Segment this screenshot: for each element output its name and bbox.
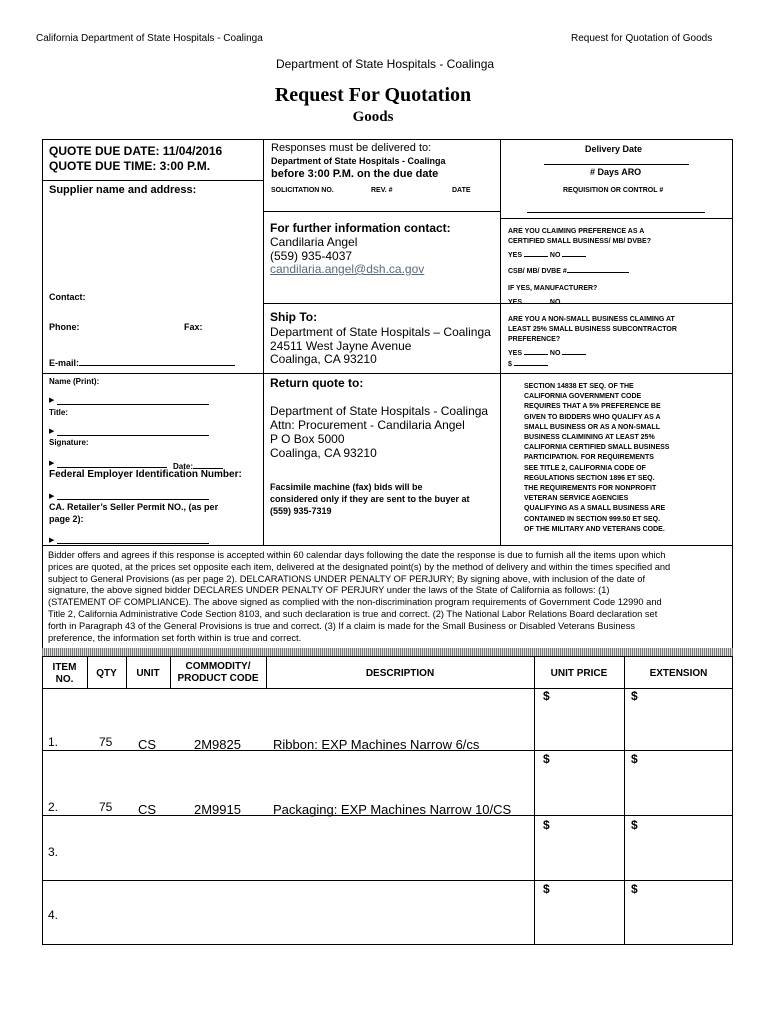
declaration-line: signature, the above signed bidder DECLARES UNDER PENALTY OF PERJURY under the laws of the State of California as follows: (1) (48, 585, 610, 596)
row-unit: CS (138, 737, 157, 752)
col-unit: UNIT (136, 668, 160, 679)
days-aro-label: # Days ARO (590, 167, 642, 177)
row-qty: 75 (99, 800, 113, 814)
date-label: DATE (452, 187, 471, 194)
header-agency: California Department of State Hospitals - Coalinga (36, 33, 263, 44)
title-field[interactable] (57, 435, 209, 436)
col-item-no: ITEM NO. (52, 662, 77, 685)
section-text-line: GIVEN TO BIDDERS WHO QUALIFY AS A (524, 413, 661, 421)
delivery-date-label: Delivery Date (585, 144, 643, 154)
col-unit-price: UNIT PRICE (550, 668, 608, 679)
ship-to-heading: Ship To: (270, 310, 318, 324)
declaration-line: (STATEMENT OF COMPLIANCE). The above signed as complied with the non-discrimination program requirements of Government Code 12990 and (48, 597, 662, 608)
extension-dollar: $ (631, 882, 638, 896)
name-print-label: Name (Print): (49, 377, 100, 386)
row-code: 2M9915 (194, 802, 241, 817)
section-text-line: QUALIFYING AS A SMALL BUSINESS ARE (524, 505, 666, 513)
section-text-line: CALIFORNIA GOVERNMENT CODE (524, 393, 642, 401)
table-separator-band (42, 648, 733, 656)
declaration-line: forth in Paragraph 43 of the General Provisions is true and correct. (3) If a claim is made for the Small Business or Disabled Veterans Business (48, 620, 636, 631)
declaration-line: prices are quoted, at the prices set opposite each item, delivered at the designated point(s) by the method of delivery and within the times specified and (48, 561, 671, 572)
responses-dept: Department of State Hospitals - Coalinga (271, 156, 446, 166)
department-title: Department of State Hospitals - Coalinga (275, 57, 495, 71)
declaration-line: subject to General Provisions (as per page 2). DELCARATIONS UNDER PENALTY OF PERJURY; By signing above, with inclusion of the date of (48, 573, 646, 584)
pref-q3-line2: LEAST 25% SMALL BUSINESS SUBCONTRACTOR (508, 326, 677, 333)
declaration-text (48, 550, 730, 644)
fein-label: Federal Employer Identification Number: (49, 469, 242, 480)
fein-field[interactable] (57, 499, 209, 500)
declaration-line: Title 2, California Administrative Code Section 8103, and such declaration is true and correct. (2) The National Labor Relations Board declaration set (48, 608, 658, 619)
pref-q1-line1: ARE YOU CLAIMING PREFERENCE AS A (508, 228, 645, 235)
unit-price-dollar: $ (543, 752, 550, 766)
pref-q3-line3: PREFERENCE? (508, 336, 561, 343)
fax-note-line2: considered only if they are sent to the buyer at (270, 494, 470, 504)
extension-dollar: $ (631, 818, 638, 832)
signature-label: Signature: (49, 438, 89, 447)
responses-deadline: before 3:00 P.M. on the due date (271, 168, 439, 180)
quote-due-time: QUOTE DUE TIME: 3:00 P.M. (49, 159, 211, 173)
return-line1: Department of State Hospitals - Coalinga (270, 404, 489, 418)
section-text-line: CONTAINED IN SECTION 999.50 ET SEQ. (524, 515, 661, 523)
section-text-line: REQUIRES THAT A 5% PREFERENCE BE (524, 403, 661, 411)
responses-intro: Responses must be delivered to: (271, 142, 432, 154)
return-line4: Coalinga, CA 93210 (270, 446, 377, 460)
section-text-line: SEE TITLE 2, CALIFORNIA CODE OF (524, 464, 646, 472)
form-frame (42, 139, 733, 945)
section-text-line: SECTION 14838 ET SEQ. OF THE (524, 383, 634, 390)
row-item-no: 1. (48, 735, 59, 749)
row-item-no: 2. (48, 800, 59, 814)
row-item-no: 3. (48, 845, 59, 859)
title-label: Title: (49, 408, 68, 417)
fax-note-line1: Facsimile machine (fax) bids will be (270, 482, 423, 492)
section-text-line: VETERAN SERVICE AGENCIES (524, 495, 629, 503)
quote-due-date: QUOTE DUE DATE: 11/04/2016 (49, 144, 223, 158)
fax-note-line3: (559) 935-7319 (270, 506, 332, 516)
extension-dollar: $ (631, 689, 638, 703)
solicitation-no-label: SOLICITATION NO. (271, 187, 334, 194)
col-qty: QTY (96, 668, 117, 679)
name-print-field[interactable] (57, 404, 209, 405)
row-unit: CS (138, 802, 157, 817)
contact-phone: (559) 935-4037 (270, 249, 353, 263)
pref-dollar: $ (508, 357, 548, 368)
signature-date: Date: (173, 460, 223, 471)
supplier-label: Supplier name and address: (49, 184, 197, 196)
signature-field[interactable] (57, 467, 167, 468)
ship-to-line1: Department of State Hospitals – Coalinga (270, 325, 491, 339)
pref-q3-yes-no: YES NO (508, 346, 586, 357)
ship-to-line3: Coalinga, CA 93210 (270, 352, 377, 366)
row-code: 2M9825 (194, 737, 241, 752)
section-text-line: SMALL BUSINESS OR AS A NON-SMALL (524, 423, 660, 431)
col-commodity: COMMODITY/ PRODUCT CODE (177, 661, 259, 684)
pref-manufacturer: IF YES, MANUFACTURER? (508, 285, 598, 292)
row-item-no: 4. (48, 908, 59, 922)
unit-price-dollar: $ (543, 689, 550, 703)
return-line3: P O Box 5000 (270, 432, 345, 446)
header-form-type: Request for Quotation of Goods (571, 33, 713, 44)
section-14838-text (524, 382, 669, 535)
ship-to-line2: 24511 West Jayne Avenue (270, 339, 412, 353)
rev-label: REV. # (371, 187, 393, 194)
permit-label: CA. Retailer’s Seller Permit NO., (as per (49, 502, 219, 512)
title-arrow-icon: ▶ (49, 428, 55, 435)
section-text-line: PARTICIPATION. FOR REQUIREMENTS (524, 454, 654, 462)
contact-name: Candilaria Angel (270, 235, 358, 249)
extension-dollar: $ (631, 752, 638, 766)
contact-heading: For further information contact: (270, 221, 451, 235)
permit-label-cont: page 2): (49, 514, 84, 524)
signature-arrow-icon: ▶ (49, 460, 55, 467)
permit-field[interactable] (57, 543, 209, 544)
row-description: Ribbon: EXP Machines Narrow 6/cs (273, 737, 480, 752)
requisition-label: REQUISITION OR CONTROL # (563, 187, 664, 194)
page-title: Request For Quotation (274, 84, 472, 106)
return-quote-heading: Return quote to: (270, 376, 364, 390)
permit-arrow-icon: ▶ (49, 537, 55, 544)
section-text-line: BUSINESS CLAIMINING AT LEAST 25% (524, 434, 655, 442)
row-qty: 75 (99, 735, 113, 749)
pref-q1-yes-no: YES NO (508, 248, 586, 259)
section-text-line: REGULATIONS SECTION 1896 ET SEQ. (524, 474, 655, 482)
return-line2: Attn: Procurement - Candilaria Angel (270, 418, 465, 432)
pref-q1-line2: CERTIFIED SMALL BUSINESS/ MB/ DVBE? (508, 238, 651, 245)
contact-email-link[interactable]: candilaria.angel@dsh.ca.gov (270, 262, 425, 276)
pref-q2-yes-no: YES NO (508, 295, 586, 306)
name-print-arrow-icon: ▶ (49, 397, 55, 404)
section-text-line: OF THE MILITARY AND VETERANS CODE. (524, 525, 665, 533)
section-text-line: CALIFORNIA CERTIFIED SMALL BUSINESS (524, 444, 670, 452)
section-text-line: THE REQUIREMENTS FOR NONPROFIT (524, 485, 657, 493)
declaration-line: preference, the information set forth within is true and correct. (48, 632, 302, 643)
email-label: E-mail: (49, 357, 235, 368)
unit-price-dollar: $ (543, 882, 550, 896)
fax-label: Fax: (184, 322, 203, 332)
unit-price-dollar: $ (543, 818, 550, 832)
contact-label: Contact: (49, 292, 86, 302)
csb-number: CSB/ MB/ DVBE # (508, 264, 629, 275)
pref-q3-line1: ARE YOU A NON-SMALL BUSINESS CLAIMING AT (508, 316, 675, 323)
row-description: Packaging: EXP Machines Narrow 10/CS (273, 802, 512, 817)
phone-label: Phone: (49, 322, 80, 332)
col-extension: EXTENSION (649, 668, 708, 679)
declaration-line: Bidder offers and agrees if this response is accepted within 60 calendar days following the date the response is due to furnish all the items upon which (48, 550, 666, 560)
page-subtitle: Goods (352, 109, 394, 125)
col-description: DESCRIPTION (365, 668, 435, 679)
fein-arrow-icon: ▶ (49, 493, 55, 500)
